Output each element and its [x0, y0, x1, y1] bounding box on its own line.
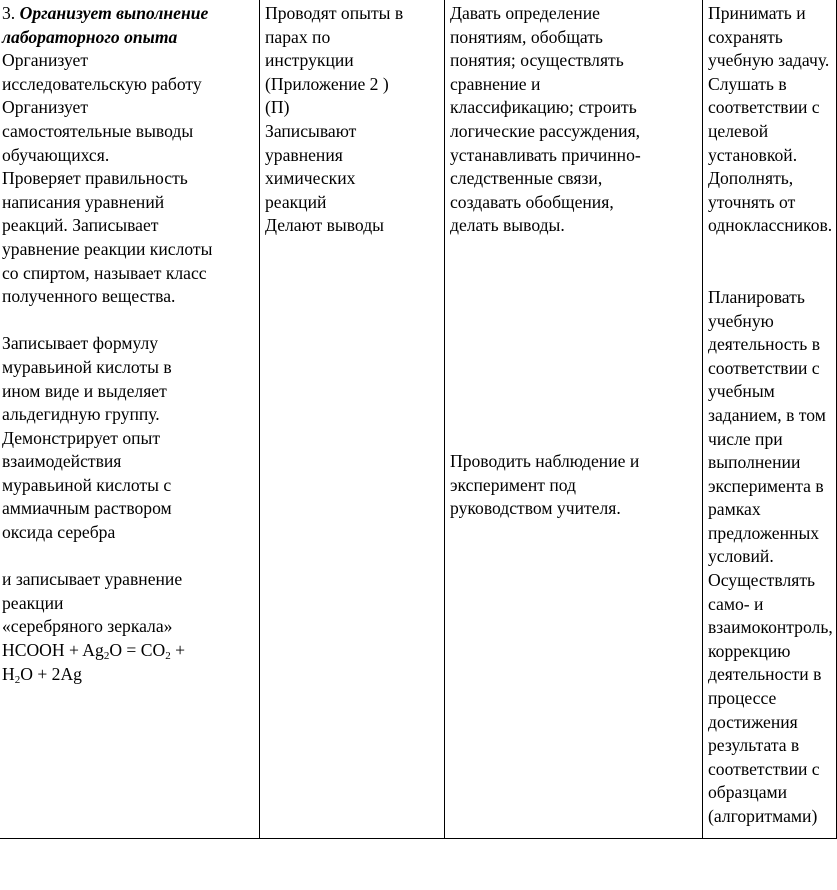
text-line: Демонстрирует опыт: [2, 427, 161, 448]
equation-subscript: 2: [165, 650, 171, 663]
text-line: уравнения: [265, 144, 343, 165]
text-line: деятельность в: [708, 334, 821, 355]
equation-line2: [2, 663, 259, 687]
text-line: муравьиной кислоты с: [2, 474, 172, 495]
text-line: реакции: [2, 592, 64, 613]
teacher-text-block-a: [2, 49, 259, 309]
equation-subscript: 2: [103, 650, 110, 663]
text-line: Слушать в: [708, 73, 787, 94]
text-line: руководством учителя.: [450, 498, 621, 519]
text-line: и записывает уравнение: [2, 569, 183, 590]
equation-line1: [2, 639, 259, 663]
text-line: сохранять: [708, 26, 783, 47]
text-line: Осуществлять: [708, 570, 816, 591]
text-line: числе при: [708, 428, 783, 449]
text-line: уравнение реакции кислоты: [2, 238, 213, 259]
cell-cognitive-skills: [445, 0, 703, 839]
text-line: реакций. Записывает: [2, 215, 159, 236]
text-line: «серебряного зеркала»: [2, 616, 173, 637]
cell-student-activity: [260, 0, 445, 839]
text-line: учебную задачу.: [708, 50, 830, 71]
text-line: оксида серебра: [2, 522, 116, 543]
cell-regulatory-skills: [703, 0, 837, 839]
equation-part: O + 2Ag: [20, 663, 82, 684]
text-line: предложенных: [708, 522, 820, 543]
text-line: химических: [265, 168, 356, 189]
text-line: понятия; осуществлять: [450, 50, 624, 71]
text-line: (Приложение 2 ): [265, 73, 389, 94]
step-number: 3.: [2, 3, 16, 23]
text-line: деятельности в: [708, 664, 822, 685]
text-line: соответствии с: [708, 97, 820, 118]
text-line: процессе: [708, 688, 777, 709]
text-line: Планировать: [708, 286, 805, 307]
blank-line: [2, 545, 259, 569]
text-line: само- и: [708, 593, 764, 614]
text-line: Организует: [2, 97, 89, 118]
step-title-line2: лабораторного опыта: [2, 26, 178, 47]
text-line: сравнение и: [450, 73, 541, 94]
text-line: эксперимента в: [708, 475, 824, 496]
text-line: самостоятельные выводы: [2, 120, 194, 141]
text-line: аммиачным раствором: [2, 498, 172, 519]
text-line: со спиртом, называет класс: [2, 262, 207, 283]
text-line: следственные связи,: [450, 168, 603, 189]
text-line: реакций: [265, 191, 327, 212]
text-line: соответствии с: [708, 357, 820, 378]
text-line: Давать определение: [450, 3, 600, 23]
text-line: результата в: [708, 735, 800, 756]
text-line: полученного вещества.: [2, 286, 176, 307]
text-line: Принимать и: [708, 3, 806, 23]
text-line: Проверяет правильность: [2, 168, 188, 189]
teacher-text-block-b: [2, 332, 259, 544]
text-line: образцами: [708, 782, 788, 803]
text-line: написания уравнений: [2, 191, 165, 212]
text-line: коррекцию: [708, 640, 791, 661]
text-line: Записывают: [265, 120, 357, 141]
text-line: Проводить наблюдение и: [450, 450, 640, 471]
text-line: рамках: [708, 499, 761, 520]
equation-part: +: [170, 640, 186, 661]
text-line: одноклассников.: [708, 215, 833, 236]
text-line: делать выводы.: [450, 215, 565, 236]
text-line: эксперимент под: [450, 474, 577, 495]
text-line: учебным: [708, 381, 775, 402]
blank-line: [2, 309, 259, 333]
text-line: Дополнять,: [708, 168, 794, 189]
text-line: парах по: [265, 26, 331, 47]
text-line: установкой.: [708, 144, 798, 165]
text-line: соответствии с: [708, 758, 820, 779]
text-line: исследовательскую работу: [2, 73, 202, 94]
text-line: взаимоконтроль,: [708, 617, 833, 638]
text-line: создавать обобщения,: [450, 191, 614, 212]
text-line: устанавливать причинно-: [450, 144, 641, 165]
text-line: Проводят опыты в: [265, 3, 404, 23]
text-line: заданием, в том: [708, 404, 826, 425]
text-line: логические рассуждения,: [450, 120, 641, 141]
step-heading: [2, 2, 259, 26]
text-line: выполнении: [708, 452, 801, 473]
text-line: учебную: [708, 310, 774, 331]
text-line: условий.: [708, 546, 774, 567]
text-line: обучающихся.: [2, 144, 110, 165]
text-line: достижения: [708, 711, 798, 732]
text-line: инструкции: [265, 50, 354, 71]
equation-part: HCOOH + Ag: [2, 640, 104, 661]
equation-part: H: [2, 663, 15, 684]
step-title-line1: Организует выполнение: [19, 3, 209, 23]
equation-subscript: 2: [14, 673, 21, 686]
text-line: муравьиной кислоты в: [2, 356, 172, 377]
text-line: (алгоритмами): [708, 806, 818, 826]
text-line: ином виде и выделяет: [2, 380, 167, 401]
text-line: целевой: [708, 120, 769, 141]
teacher-text-block-c: [2, 568, 259, 639]
text-line: Организует: [2, 50, 89, 71]
text-line: понятиям, обобщать: [450, 26, 603, 47]
cell-teacher-activity: [0, 0, 260, 839]
blank-space: [450, 238, 702, 450]
blank-space: [708, 238, 836, 286]
text-line: (П): [265, 97, 290, 118]
text-line: взаимодействия: [2, 451, 122, 472]
text-line: Делают выводы: [265, 215, 384, 236]
text-line: альдегидную группу.: [2, 404, 160, 425]
equation-part: O = CO: [109, 640, 166, 661]
text-line: Записывает формулу: [2, 333, 159, 354]
text-line: уточнять от: [708, 191, 796, 212]
text-line: классификацию; строить: [450, 97, 637, 118]
